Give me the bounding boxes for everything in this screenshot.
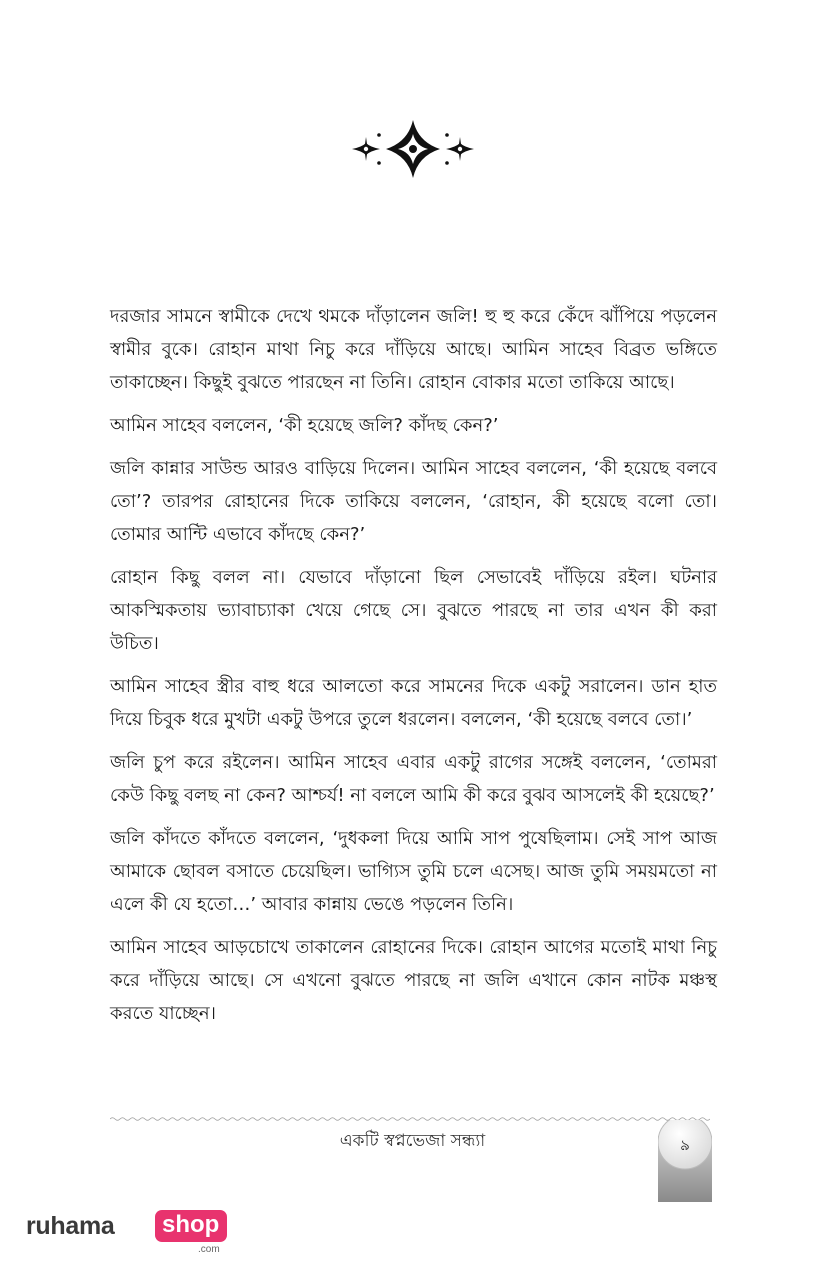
page-number: ৯ <box>680 1136 690 1154</box>
footer-divider <box>110 1116 710 1122</box>
logo-domain: .com <box>198 1244 220 1255</box>
paragraph: জলি চুপ করে রইলেন। আমিন সাহেব এবার একটু রাগের সঙ্গেই বললেন, ‘তোমরা কেউ কিছু বলছ না কেন? আশ্চর্য! না বললে আমি কী করে বুঝব আসলেই কী হয়েছে?’ <box>110 752 717 806</box>
story-body <box>110 300 717 1040</box>
page-number-tab <box>658 1120 712 1202</box>
logo-brand-text: ruhama <box>26 1212 115 1240</box>
running-footer-title: একটি স্বপ্নভেজা সন্ধ্যা <box>339 1131 486 1151</box>
paragraph: জলি কান্নার সাউন্ড আরও বাড়িয়ে দিলেন। আমিন সাহেব বললেন, ‘কী হয়েছে বলবে তো’? তারপর রোহানের দিকে তাকিয়ে বললেন, ‘রোহান, কী হয়েছে বলো তো। তোমার আন্টি এভাবে কাঁদছে কেন?’ <box>110 458 717 545</box>
paragraph: রোহান কিছু বলল না। যেভাবে দাঁড়ানো ছিল সেভাবেই দাঁড়িয়ে রইল। ঘটনার আকস্মিকতায় ভ্যাবাচ্যাকা খেয়ে গেছে সে। বুঝতে পারছে না তার এখন কী করা উচিত। <box>110 567 717 654</box>
paragraph: দরজার সামনে স্বামীকে দেখে থমকে দাঁড়ালেন জলি! হু হু করে কেঁদে ঝাঁপিয়ে পড়লেন স্বামীর বুকে। রোহান মাথা নিচু করে দাঁড়িয়ে আছে। আমিন সাহেব বিব্রত ভঙ্গিতে তাকাচ্ছেন। কিছুই বুঝতে পারছেন না তিনি। রোহান বোকার মতো তাকিয়ে আছে। <box>110 306 717 393</box>
paragraph: আমিন সাহেব স্ত্রীর বাহু ধরে আলতো করে সামনের দিকে একটু সরালেন। ডান হাত দিয়ে চিবুক ধরে মুখটা একটু উপরে তুলে ধরলেন। বললেন, ‘কী হয়েছে বলবে তো।’ <box>110 676 717 730</box>
sparkle-ornament-icon <box>348 118 478 180</box>
paragraph: আমিন সাহেব আড়চোখে তাকালেন রোহানের দিকে। রোহান আগের মতোই মাথা নিচু করে দাঁড়িয়ে আছে। সে এখনো বুঝতে পারছে না জলি এখানে কোন নাটক মঞ্চস্থ করতে যাচ্ছেন। <box>110 937 717 1024</box>
logo-shop-badge: shop <box>155 1210 227 1242</box>
paragraph: আমিন সাহেব বললেন, ‘কী হয়েছে জলি? কাঁদছ কেন?’ <box>110 415 499 436</box>
paragraph: জলি কাঁদতে কাঁদতে বললেন, ‘দুধকলা দিয়ে আমি সাপ পুষেছিলাম। সেই সাপ আজ আমাকে ছোবল বসাতে চেয়েছিল। ভাগ্যিস তুমি চলে এসেছ। আজ তুমি সময়মতো না এলে কী যে হতো…’ আবার কান্নায় ভেঙে পড়লেন তিনি। <box>110 828 717 915</box>
